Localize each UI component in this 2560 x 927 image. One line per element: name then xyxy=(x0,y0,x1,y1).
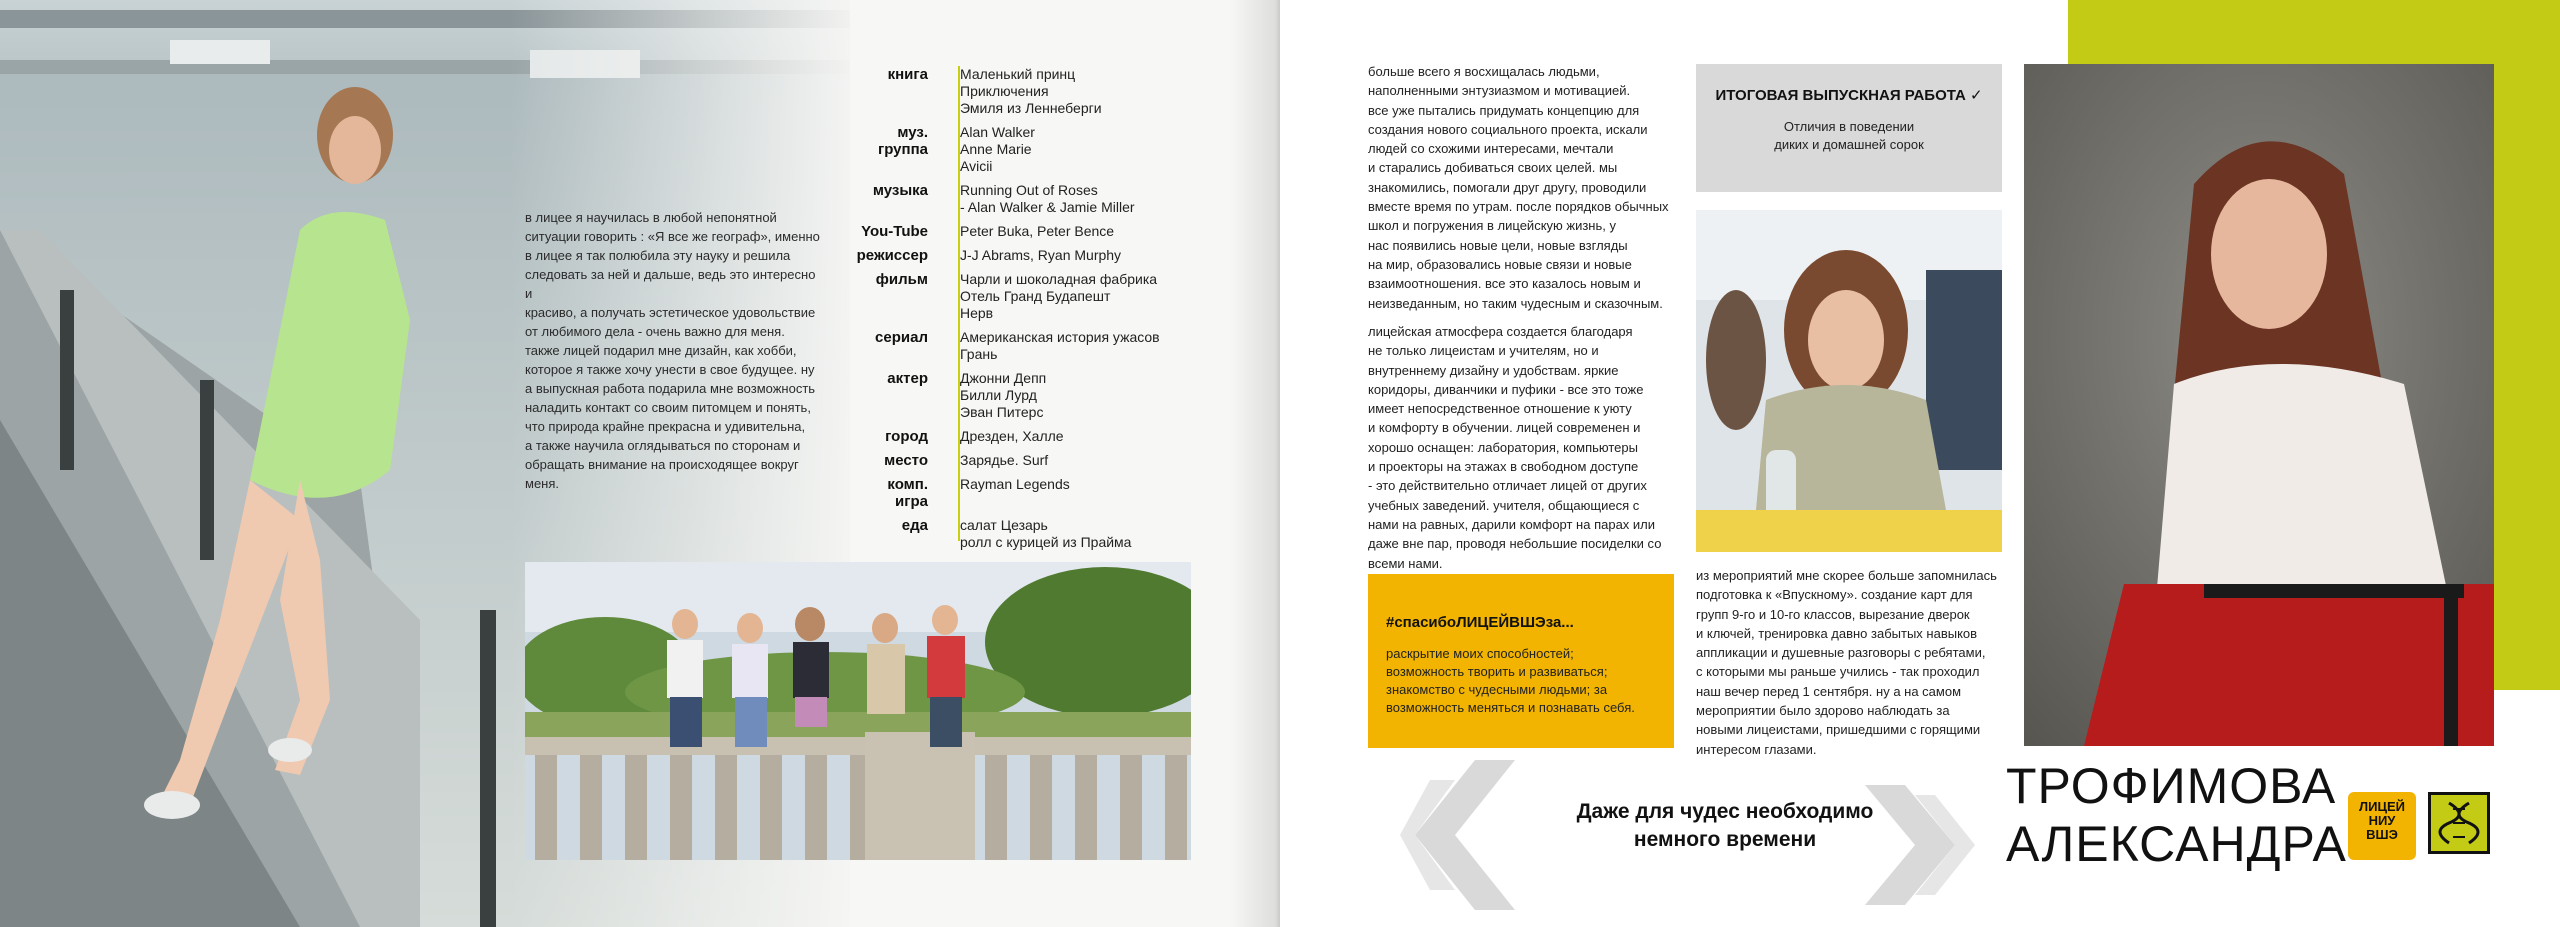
favorite-value: салат Цезарь ролл с курицей из Прайма xyxy=(960,517,1132,550)
story-paragraph-1: больше всего я восхищалась людьми, наполненными энтузиазмом и мотивацией. все уже пытались придумать концепцию для создания нового социального проекта, искали людей со схожими интересами, мечтали и старались добиваться своих целей. мы знакомились, помогали друг другу, проводили вместе время по утрам. после порядков обычных школ и погружения в лицейскую жизнь, у нас появились новые цели, новые взгляды на мир, образовались новые связи и новые взаимоотношения. все это казалось новым и неизведанным, но таким чудесным и сказочным. xyxy=(1368,64,1669,311)
favorites-list xyxy=(856,66,1236,558)
favorite-value: Peter Buka, Peter Bence xyxy=(960,223,1115,239)
favorite-label: режиссер xyxy=(856,247,928,264)
favorite-row xyxy=(856,329,1236,363)
quote-text: Даже для чудес необходимо немного времени xyxy=(1576,800,1874,851)
favorite-row xyxy=(856,124,1236,175)
favorite-row xyxy=(856,517,1236,551)
intro-text: в лицее я научилась в любой непонятной ситуации говорить : «Я все же географ», именно в лицее я так полюбила эту науку и решила следовать за ней и дальше, ведь это интересно и красиво, а получать эстетическое удовольствие от любимого дела - очень важно для меня. также лицей подарил мне дизайн, как хобби, которое я также хочу унести в свое будущее. ну а выпускная работа подарила мне возможность наладить контакт со своим питомцем и понять, что природа крайне прекрасна и удивительна, а также научила оглядываться по сторонам и обращать внимание на происходящее вокруг меня. xyxy=(525,210,820,491)
portrait-photo xyxy=(2024,64,2494,746)
favorite-value: Rayman Legends xyxy=(960,476,1070,492)
favorite-label: комп. игра xyxy=(887,476,928,510)
favorite-label: актер xyxy=(887,370,928,387)
lyceum-logo-text: ЛИЦЕЙ НИУ ВШЭ xyxy=(2359,799,2405,842)
classroom-glasses-photo xyxy=(1696,210,2002,552)
favorite-value: Американская история ужасов Грань xyxy=(960,329,1160,362)
final-work-title: ИТОГОВАЯ ВЫПУСКНАЯ РАБОТА ✓ xyxy=(1715,87,1983,104)
story-paragraph-3: из мероприятий мне скорее больше запомнилась подготовка к «Впускному». создание карт для групп 9-го и 10-го классов, вырезание дверок и ключей, тренировка давно забытых навыков аппликации и душевные разговоры с ребятами, с которыми мы раньше учились - так проходил наш вечер перед 1 сентября. ну а на самом мероприятии было здорово наблюдать за новыми лицеистами, пришедшими с горящими интересом глазами. xyxy=(1696,568,1997,757)
favorite-row xyxy=(856,271,1236,322)
final-work-box xyxy=(1696,64,2002,192)
favorite-row xyxy=(856,247,1236,264)
favorite-value: Дрезден, Халле xyxy=(960,428,1064,444)
favorite-label: фильм xyxy=(875,271,928,288)
favorite-label: книга xyxy=(887,66,928,83)
thanks-box xyxy=(1368,574,1674,748)
favorite-row xyxy=(856,182,1236,216)
favorite-row xyxy=(856,428,1236,445)
favorite-label: город xyxy=(885,428,928,445)
lyceum-logo xyxy=(2348,792,2416,860)
final-work-text: Отличия в поведении диких и домашней сорок xyxy=(1774,119,1924,152)
favorite-row xyxy=(856,452,1236,469)
favorite-label: еда xyxy=(901,517,928,534)
favorite-row xyxy=(856,223,1236,240)
group-friends-photo xyxy=(525,562,1191,860)
favorite-label: муз. группа xyxy=(877,124,928,158)
favorite-label: You-Tube xyxy=(861,223,928,240)
thanks-text: раскрытие моих способностей; возможность творить и развиваться; знакомство с чудесными людьми; за возможность меняться и познавать себя. xyxy=(1386,646,1635,715)
dna-logo-icon xyxy=(2428,792,2490,854)
favorite-row xyxy=(856,66,1236,117)
favorite-value: Alan Walker Anne Marie Avicii xyxy=(960,124,1035,174)
favorite-value: Running Out of Roses - Alan Walker & Jamie Miller xyxy=(960,182,1135,215)
favorite-value: Джонни Депп Билли Лурд Эван Питерс xyxy=(960,370,1047,420)
favorite-label: сериал xyxy=(875,329,928,346)
story-paragraph-2: лицейская атмосфера создается благодаря не только лицеистам и учителям, но и внутреннему дизайну и удобствам. яркие коридоры, диванчики и пуфики - все это тоже имеет непосредственное отношение к уюту и комфорту в обучении. лицей современен и хорошо оснащен: лаборатория, компьютеры и проекторы на этажах в свободном доступе - это действительно отличает лицей от других учебных заведений. учителя, общающиеся с нами на равных, дарили комфорт на парах или даже вне пар, проводя небольшие посиделки со всеми нами. xyxy=(1368,324,1662,571)
favorite-value: Маленький принц Приключения Эмиля из Леннеберги xyxy=(960,66,1102,116)
favorite-label: место xyxy=(884,452,928,469)
thanks-hashtag: #спасибоЛИЦЕЙВШЭза... xyxy=(1386,614,1574,631)
favorite-row xyxy=(856,370,1236,421)
favorite-value: Зарядье. Surf xyxy=(960,452,1049,468)
favorite-value: Чарли и шоколадная фабрика Отель Гранд Будапешт Нерв xyxy=(960,271,1158,321)
favorite-value: J-J Abrams, Ryan Murphy xyxy=(960,247,1122,263)
quote-right-chevron-icon xyxy=(1850,785,1980,905)
student-name: ТРОФИМОВА АЛЕКСАНДРА xyxy=(2006,758,2347,872)
favorite-label: музыка xyxy=(872,182,928,199)
favorite-row xyxy=(856,476,1236,510)
